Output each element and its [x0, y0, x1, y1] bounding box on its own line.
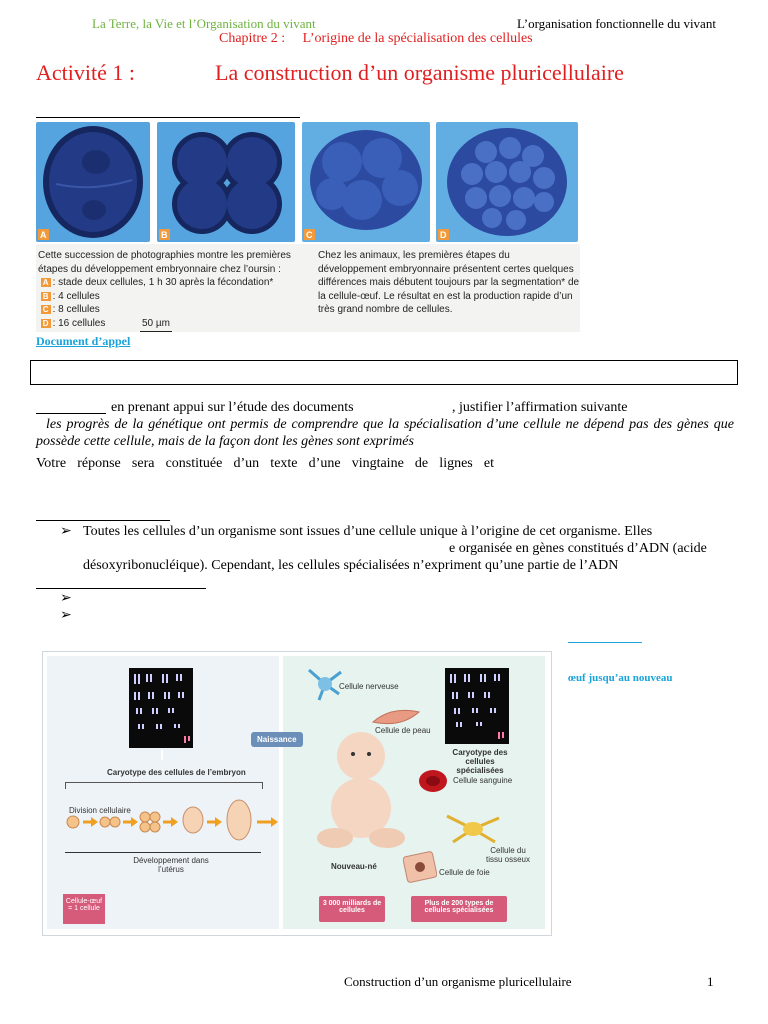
- bone-cell-image: [443, 812, 503, 846]
- photo-d: [436, 122, 578, 242]
- scale-bar: 50 µm: [140, 317, 172, 332]
- tag-d: D: [42, 318, 49, 328]
- blank-line-1: [36, 413, 106, 414]
- photo-d-label: D: [440, 230, 447, 240]
- side-link-text: œuf jusqu’au nouveau: [568, 672, 673, 684]
- caption-left: [38, 249, 306, 330]
- karyotype-embryo-label: Caryotype des cellules de l’embryon: [107, 768, 246, 777]
- photo-b-label: B: [161, 230, 168, 240]
- karyotype-embryo-image: [129, 668, 193, 748]
- cell-count-badge: 3 000 milliards de cellules: [319, 896, 385, 922]
- newborn-panel: [257, 656, 545, 929]
- liver-cell-image: [403, 850, 437, 884]
- liver-cell-label: Cellule de foie: [439, 868, 490, 877]
- bullet-1-c: désoxyribonucléique). Cependant, les cellules spécialisées n’expriment qu’une partie de l’ADN: [83, 558, 619, 573]
- chapter-title: L’origine de la spécialisation des cellules: [302, 31, 533, 46]
- bullet-1-b: e organisée en gènes constitués d’ADN (acide: [449, 541, 707, 556]
- newborn-image: [313, 726, 409, 856]
- bullet-1-a: Toutes les cellules d’un organisme sont issues d’une cellule unique à l’origine de cet organisme. Elles: [83, 524, 653, 539]
- stage-d: D : 16 cellules: [42, 317, 106, 329]
- header-left: La Terre, la Vie et l’Organisation du vivant: [92, 16, 316, 31]
- photo-a-label: A: [40, 230, 47, 240]
- cell-types-badge: Plus de 200 types de cellules spécialisées: [411, 896, 507, 922]
- photo-c: [302, 122, 430, 242]
- development-sequence: [61, 796, 291, 850]
- karyotype-specialized-image: [445, 668, 509, 744]
- blood-cell-image: [417, 768, 449, 794]
- title-underline: [36, 117, 300, 118]
- tag-b: B: [42, 291, 49, 301]
- page-title: La construction d’un organisme pluricellulaire: [215, 60, 624, 85]
- tag-c: C: [42, 305, 49, 314]
- header-right: L’organisation fonctionnelle du vivant: [517, 16, 716, 31]
- newborn-label: Nouveau-né: [331, 862, 377, 871]
- body-line1: en prenant appui sur l’étude des documents: [111, 400, 354, 415]
- caption-right: Chez les animaux, les premières étapes du développement embryonnaire présentent certes quelques différences mais débutent toujours par la segmentation* de la cellule-œuf. Le résultat en est la production rapide d’un très grand nombre de cellules.: [318, 250, 580, 315]
- uterus-label: Développement dans l’utérus: [133, 856, 209, 874]
- tag-a: A: [42, 278, 49, 287]
- cell-egg-badge: Cellule-œuf = 1 cellule: [63, 894, 105, 924]
- body-line1b: , justifier l’affirmation suivante: [452, 400, 628, 415]
- page-number: 1: [707, 974, 714, 989]
- division-label: Division cellulaire: [69, 806, 131, 815]
- blank-line-2: [36, 520, 170, 521]
- bracket-top: [65, 782, 263, 789]
- photo-c-label: C: [306, 230, 313, 240]
- caption-intro: Cette succession de photographies montre les premières étapes du développement embryonnaire chez l’oursin :: [38, 250, 291, 275]
- nerve-cell-label: Cellule nerveuse: [339, 682, 399, 691]
- stage-c: C : 8 cellules: [42, 304, 100, 315]
- doc1-caption-box: [36, 244, 580, 332]
- uterus-arrow: [65, 852, 261, 853]
- chapter-line: [219, 31, 533, 47]
- empty-frame: [30, 360, 738, 385]
- photo-b: [157, 122, 295, 242]
- chapter-label: Chapitre 2 :: [219, 31, 286, 46]
- photo-a: [36, 122, 150, 242]
- activity-label: Activité 1 :: [36, 60, 135, 85]
- stage-b: B : 4 cellules: [42, 290, 100, 302]
- footer-title: Construction d’un organisme pluricellulaire: [344, 974, 572, 989]
- bullet-2-marker: ➢: [60, 591, 72, 606]
- blood-cell-label: Cellule sanguine: [453, 776, 513, 785]
- response-line: Votre réponse sera constituée d’un texte d’une vingtaine de lignes et: [36, 456, 494, 471]
- bullet-3-marker: ➢: [60, 608, 72, 623]
- blue-underline: [568, 642, 642, 643]
- karyotype-specialized-label: Caryotype des cellules spécialisées: [452, 748, 508, 775]
- naissance-badge: Naissance: [251, 732, 303, 747]
- stage-a: A : stade deux cellules, 1 h 30 après la fécondation*: [42, 277, 274, 288]
- dashed-link: [161, 750, 163, 760]
- bone-cell-label: Cellule du tissu osseux: [485, 846, 531, 864]
- quote: les progrès de la génétique ont permis de comprendre que la spécialisation d’une cellule ne dépend pas des gènes que possède cette cellule, mais de la façon dont les gènes sont exprimés: [36, 417, 734, 449]
- development-figure: [42, 651, 552, 936]
- document-appel-label: Document d’appel: [36, 334, 131, 348]
- embryo-panel: [47, 656, 279, 929]
- bullet-1-marker: ➢: [60, 524, 72, 539]
- skin-cell-label: Cellule de peau: [375, 726, 431, 735]
- blank-line-3: [36, 588, 206, 589]
